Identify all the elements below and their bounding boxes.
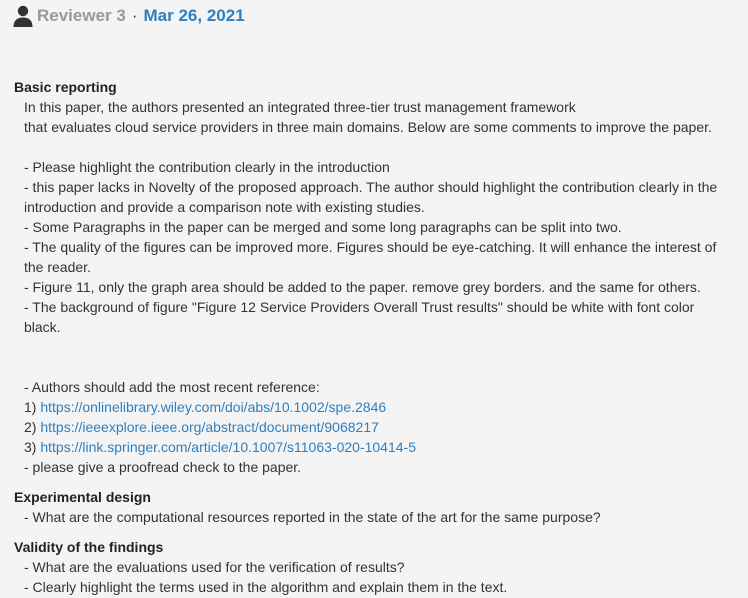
reference-link[interactable]: https://link.springer.com/article/10.1007/s11063-020-10414-5 bbox=[40, 439, 416, 455]
basic-reporting-line: the reader. bbox=[24, 259, 91, 275]
review-date[interactable]: Mar 26, 2021 bbox=[143, 6, 245, 25]
basic-reporting-line: - Authors should add the most recent reference: bbox=[24, 379, 320, 395]
reviewer-name: Reviewer 3 bbox=[37, 6, 126, 25]
reference-number: 3) bbox=[24, 439, 41, 455]
reference-item bbox=[24, 397, 386, 417]
basic-reporting-line: - Figure 11, only the graph area should be added to the paper. remove grey borders. and the same for others. bbox=[24, 279, 701, 295]
validity-line: - Clearly highlight the terms used in the algorithm and explain them in the text. bbox=[24, 579, 508, 595]
section-title-basic-reporting: Basic reporting bbox=[14, 79, 117, 95]
reference-item bbox=[24, 417, 379, 437]
basic-reporting-closing: - please give a proofread check to the paper. bbox=[24, 459, 302, 475]
basic-reporting-line: - Please highlight the contribution clearly in the introduction bbox=[24, 159, 390, 175]
basic-reporting-line: introduction and provide a comparison note with existing studies. bbox=[24, 199, 425, 215]
validity-line: - What are the evaluations used for the verification of results? bbox=[24, 559, 405, 575]
basic-reporting-line: - The quality of the figures can be improved more. Figures should be eye-catching. It will enhance the interest of bbox=[24, 239, 717, 255]
basic-reporting-line: - The background of figure "Figure 12 Service Providers Overall Trust results" should be white with font color bbox=[24, 299, 695, 315]
basic-reporting-line: black. bbox=[24, 319, 61, 335]
experimental-design-line: - What are the computational resources reported in the state of the art for the same purpose? bbox=[24, 509, 601, 525]
basic-reporting-line: - this paper lacks in Novelty of the proposed approach. The author should highlight the contribution clearly in the bbox=[24, 179, 718, 195]
basic-reporting-line: In this paper, the authors presented an integrated three-tier trust management framework bbox=[24, 99, 576, 115]
section-title-experimental-design: Experimental design bbox=[14, 489, 151, 505]
user-icon bbox=[13, 5, 33, 27]
reference-number: 2) bbox=[24, 419, 41, 435]
reference-number: 1) bbox=[24, 399, 41, 415]
reference-item bbox=[24, 437, 416, 457]
review-header bbox=[13, 3, 245, 29]
section-title-validity: Validity of the findings bbox=[14, 539, 164, 555]
basic-reporting-line: - Some Paragraphs in the paper can be merged and some long paragraphs can be split into two. bbox=[24, 219, 622, 235]
reference-link[interactable]: https://ieeexplore.ieee.org/abstract/document/9068217 bbox=[40, 419, 379, 435]
header-separator: · bbox=[131, 6, 138, 25]
basic-reporting-line: that evaluates cloud service providers in three main domains. Below are some comments to improve the paper. bbox=[24, 119, 712, 135]
reference-link[interactable]: https://onlinelibrary.wiley.com/doi/abs/10.1002/spe.2846 bbox=[40, 399, 387, 415]
